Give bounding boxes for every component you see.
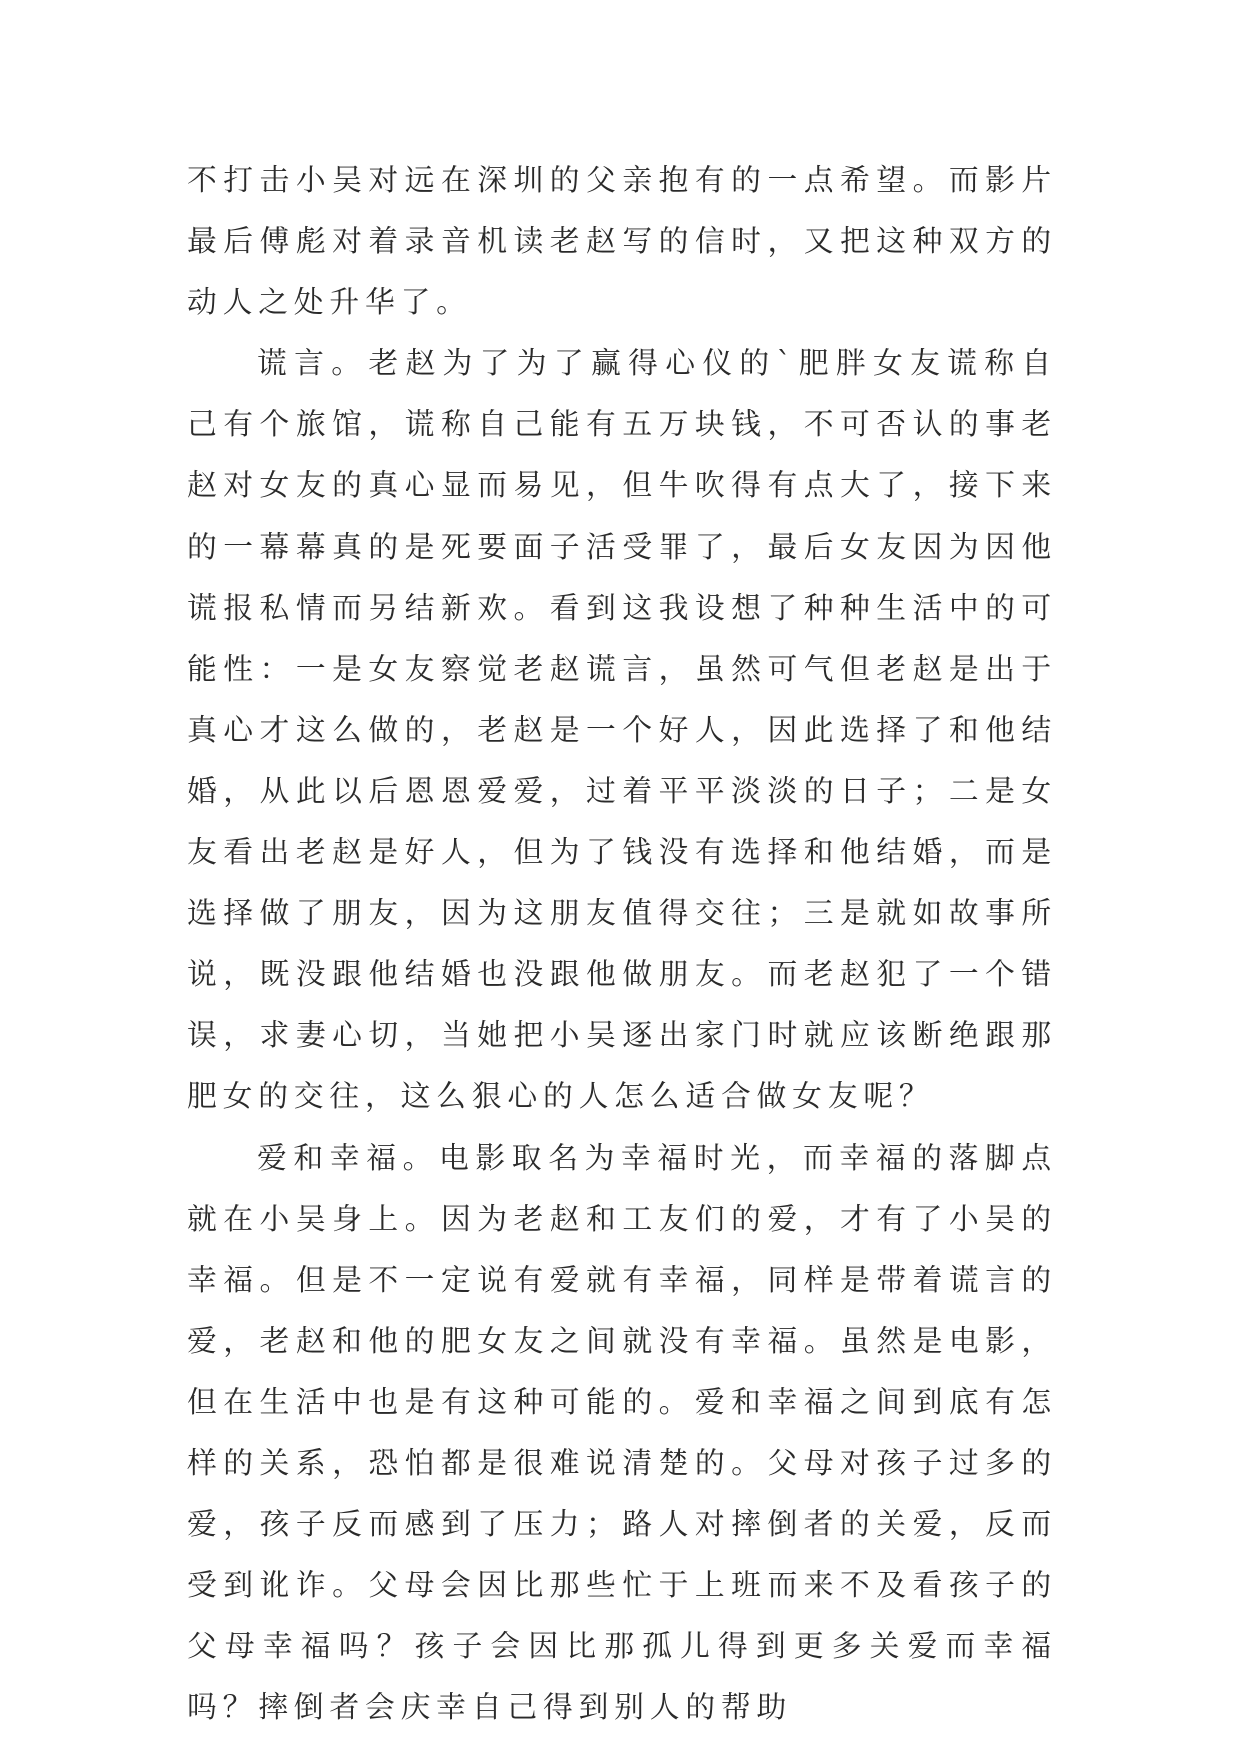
document-body <box>187 150 1057 1738</box>
paragraph-2: 谎言。老赵为了为了赢得心仪的`肥胖女友谎称自己有个旅馆，谎称自己能有五万块钱，不可否认的事老赵对女友的真心显而易见，但牛吹得有点大了，接下来的一幕幕真的是死要面子活受罪了，最后女友因为因他谎报私情而另结新欢。看到这我设想了种种生活中的可能性：一是女友察觉老赵谎言，虽然可气但老赵是出于真心才这么做的，老赵是一个好人，因此选择了和他结婚，从此以后恩恩爱爱，过着平平淡淡的日子；二是女友看出老赵是好人，但为了钱没有选择和他结婚，而是选择做了朋友，因为这朋友值得交往；三是就如故事所说，既没跟他结婚也没跟他做朋友。而老赵犯了一个错误，求妻心切，当她把小吴逐出家门时就应该断绝跟那肥女的交往，这么狠心的人怎么适合做女友呢？ <box>187 346 1057 1115</box>
paragraph-3: 爱和幸福。电影取名为幸福时光，而幸福的落脚点就在小吴身上。因为老赵和工友们的爱，才有了小吴的幸福。但是不一定说有爱就有幸福，同样是带着谎言的爱，老赵和他的肥女友之间就没有幸福。虽然是电影，但在生活中也是有这种可能的。爱和幸福之间到底有怎样的关系，恐怕都是很难说清楚的。父母对孩子过多的爱，孩子反而感到了压力；路人对摔倒者的关爱，反而受到讹诈。父母会因比那些忙于上班而来不及看孩子的父母幸福吗？孩子会因比那孤儿得到更多关爱而幸福吗？摔倒者会庆幸自己得到别人的帮助 <box>187 1140 1057 1726</box>
paragraph-1: 不打击小吴对远在深圳的父亲抱有的一点希望。而影片最后傅彪对着录音机读老赵写的信时，又把这种双方的动人之处升华了。 <box>187 163 1057 321</box>
